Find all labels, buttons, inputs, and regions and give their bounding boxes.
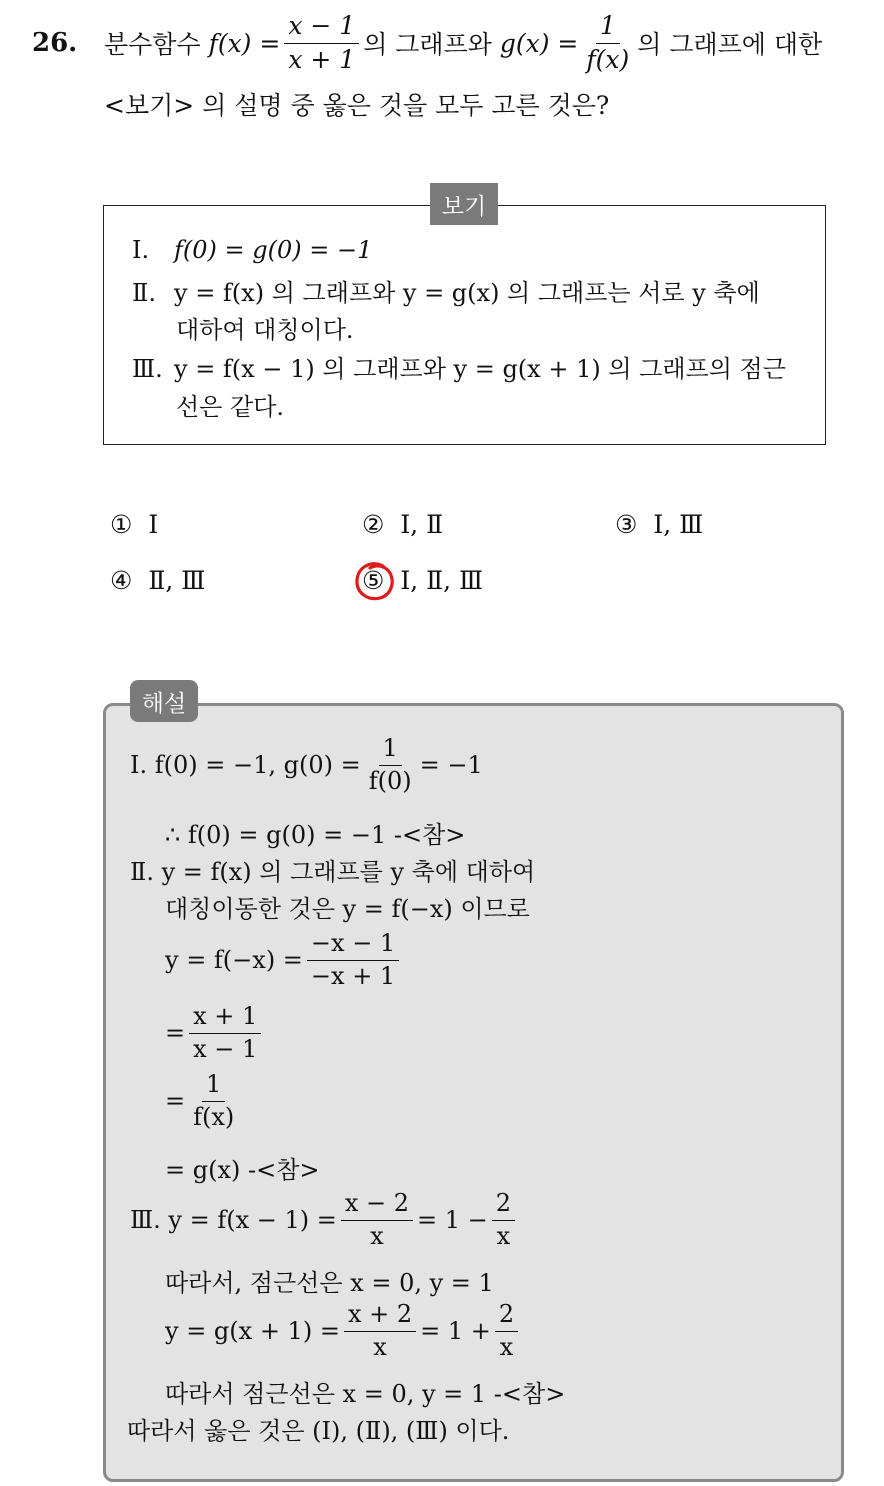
f-definition-lhs: f(x) = — [208, 28, 281, 58]
solution-line-11-fraction-2 — [495, 1301, 518, 1361]
solution-line-7-num: 1 — [202, 1071, 225, 1102]
solution-line-9-num: x − 2 — [341, 1190, 413, 1221]
bogi-item-1 — [132, 236, 372, 264]
question-number: 26. — [32, 28, 78, 58]
solution-line-6 — [165, 1003, 265, 1063]
choice-1[interactable] — [110, 510, 158, 539]
bogi-item-1-label: Ⅰ. — [132, 236, 150, 264]
choice-3[interactable] — [615, 510, 703, 539]
solution-line-11-den: x — [373, 1332, 387, 1361]
question-text-3: 의 그래프에 대한 — [637, 30, 823, 60]
solution-line-11-mid: = 1 + — [420, 1317, 491, 1346]
solution-line-6-num: x + 1 — [189, 1003, 261, 1034]
solution-line-4: 대칭이동한 것은 y = f(−x) 이므로 — [165, 895, 530, 923]
choice-1-number: ① — [110, 510, 133, 539]
solution-line-7-pre: = — [165, 1087, 186, 1116]
question-line-1 — [104, 12, 822, 75]
solution-line-2: ∴ f(0) = g(0) = −1 -<참> — [165, 821, 466, 849]
solution-line-7-fraction — [189, 1071, 238, 1131]
choice-2[interactable] — [362, 510, 443, 539]
solution-line-6-den: x − 1 — [193, 1034, 258, 1063]
choice-5-text: Ⅰ, Ⅱ, Ⅲ — [400, 566, 484, 595]
choice-3-number: ③ — [615, 510, 638, 539]
question-line-2: <보기> 의 설명 중 옳은 것을 모두 고른 것은? — [104, 91, 610, 120]
choice-4-number: ④ — [110, 566, 133, 595]
solution-line-1-num: 1 — [379, 735, 402, 766]
g-denominator: f(x) — [586, 44, 630, 74]
solution-line-5-fraction — [307, 930, 399, 990]
question-text-2: 의 그래프와 — [363, 30, 492, 60]
solution-line-1-fraction — [365, 735, 416, 795]
solution-line-9-fraction-2 — [492, 1190, 515, 1250]
bogi-box — [103, 205, 826, 445]
solution-line-13: 따라서 옳은 것은 (Ⅰ), (Ⅱ), (Ⅲ) 이다. — [127, 1417, 510, 1445]
solution-line-11-num: x + 2 — [344, 1301, 416, 1332]
bogi-item-1-text: f(0) = g(0) = −1 — [174, 236, 373, 264]
bogi-item-2-label: Ⅱ. — [132, 279, 156, 307]
solution-line-1 — [130, 735, 483, 795]
question-text-1: 분수함수 — [104, 30, 201, 60]
solution-line-5-den: −x + 1 — [310, 961, 396, 990]
answer-circle-mark-icon — [353, 559, 397, 603]
solution-line-5-num: −x − 1 — [307, 930, 399, 961]
bogi-item-2-text: y = f(x) 의 그래프와 y = g(x) 의 그래프는 서로 y 축에 — [174, 279, 760, 307]
f-denominator: x + 1 — [288, 44, 356, 74]
bogi-item-3-cont: 선은 같다. — [176, 393, 284, 421]
f-fraction — [284, 12, 359, 75]
solution-line-12: 따라서 점근선은 x = 0, y = 1 -<참> — [165, 1380, 566, 1408]
solution-line-3: Ⅱ. y = f(x) 의 그래프를 y 축에 대하여 — [130, 858, 536, 886]
solution-line-9-pre: Ⅲ. y = f(x − 1) = — [130, 1206, 337, 1235]
solution-line-9-mid: = 1 − — [417, 1206, 488, 1235]
solution-line-5 — [165, 930, 403, 990]
solution-tag: 해설 — [130, 680, 198, 722]
bogi-item-3-text: y = f(x − 1) 의 그래프와 y = g(x + 1) 의 그래프의 점근 — [174, 355, 786, 383]
solution-line-11-pre: y = g(x + 1) = — [165, 1317, 340, 1346]
g-fraction — [582, 12, 633, 75]
solution-line-10: 따라서, 점근선은 x = 0, y = 1 — [165, 1269, 494, 1297]
solution-line-1-post: = −1 — [419, 751, 483, 780]
choice-1-text: Ⅰ — [148, 510, 159, 539]
solution-line-7-den: f(x) — [193, 1102, 235, 1131]
solution-line-9-fraction — [341, 1190, 413, 1250]
solution-line-9-num-2: 2 — [492, 1190, 515, 1221]
bogi-item-2-cont: 대하여 대칭이다. — [176, 316, 354, 344]
solution-line-11-fraction — [344, 1301, 416, 1361]
bogi-item-2 — [132, 273, 760, 308]
solution-line-11 — [165, 1301, 522, 1361]
solution-line-6-pre: = — [165, 1019, 186, 1048]
solution-line-8: = g(x) -<참> — [165, 1156, 320, 1184]
solution-line-11-den-2: x — [499, 1332, 514, 1361]
solution-line-9-den: x — [370, 1221, 384, 1250]
choice-3-text: Ⅰ, Ⅲ — [653, 510, 704, 539]
bogi-item-3 — [132, 349, 786, 384]
solution-line-5-pre: y = f(−x) = — [165, 946, 303, 975]
solution-line-9-den-2: x — [496, 1221, 511, 1250]
solution-line-1-pre: Ⅰ. f(0) = −1, g(0) = — [130, 751, 361, 780]
f-numerator: x − 1 — [284, 12, 359, 44]
solution-line-9 — [130, 1190, 519, 1250]
choice-4[interactable] — [110, 566, 205, 595]
choice-2-text: Ⅰ, Ⅱ — [400, 510, 444, 539]
solution-line-1-den: f(0) — [368, 766, 412, 795]
choice-5-number: ⑤ — [362, 566, 385, 595]
solution-line-6-fraction — [189, 1003, 261, 1063]
solution-line-7 — [165, 1071, 242, 1131]
choice-2-number: ② — [362, 510, 385, 539]
bogi-item-3-label: Ⅲ. — [132, 355, 163, 383]
solution-line-11-num-2: 2 — [495, 1301, 518, 1332]
bogi-tag: 보기 — [430, 183, 498, 225]
choice-4-text: Ⅱ, Ⅲ — [148, 566, 206, 595]
g-definition-lhs: g(x) = — [499, 28, 579, 58]
g-numerator: 1 — [596, 12, 620, 44]
